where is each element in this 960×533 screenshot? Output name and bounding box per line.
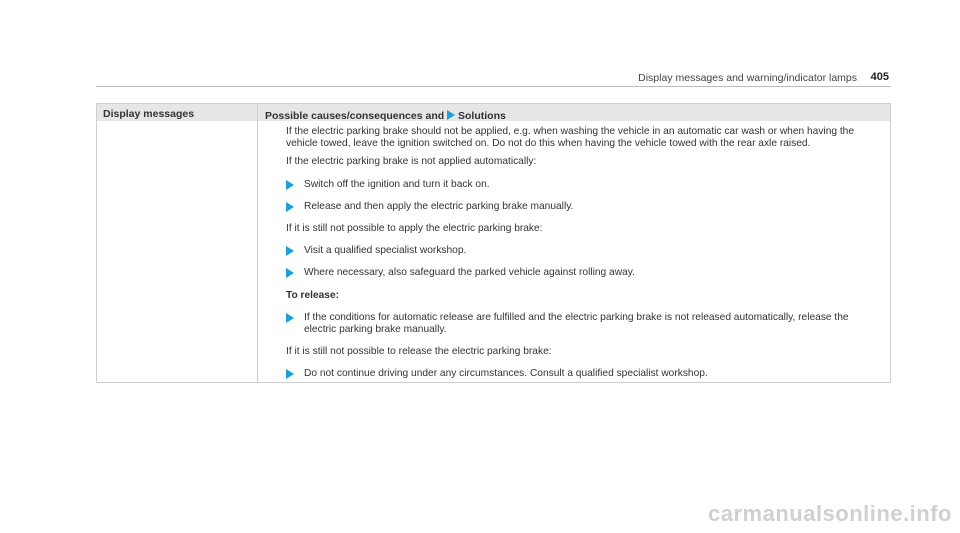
step-release-manually bbox=[286, 312, 871, 336]
step-safeguard-vehicle bbox=[286, 267, 871, 279]
arrow-right-icon bbox=[286, 202, 294, 212]
arrow-right-icon bbox=[286, 369, 294, 379]
arrow-right-icon bbox=[286, 268, 294, 278]
header-title: Display messages and warning/indicator lamps bbox=[638, 72, 857, 84]
solutions-cell bbox=[286, 126, 871, 381]
column-header-solutions-text: Solutions bbox=[458, 110, 506, 122]
column-divider bbox=[257, 104, 258, 382]
step-switch-ignition bbox=[286, 179, 871, 191]
arrow-right-icon bbox=[286, 180, 294, 190]
watermark: carmanualsonline.info bbox=[708, 501, 952, 526]
paragraph-wash-tow: If the electric parking brake should not be applied, e.g. when washing the vehicle in an automatic car wash or when having the vehicle towed, leave the ignition switched on. Do not do this when having the vehicle towed with the rear axle raised. bbox=[286, 126, 855, 150]
step-text: Do not continue driving under any circumstances. Consult a qualified specialist workshop. bbox=[304, 368, 708, 380]
paragraph-not-applied: If the electric parking brake is not applied automatically: bbox=[286, 156, 537, 168]
page-header bbox=[96, 60, 891, 87]
release-heading: To release: bbox=[286, 289, 340, 301]
step-text: Switch off the ignition and turn it back on. bbox=[304, 178, 490, 190]
table-header-row bbox=[97, 104, 890, 121]
arrow-right-icon bbox=[286, 313, 294, 323]
page-number: 405 bbox=[870, 71, 889, 83]
arrow-right-icon bbox=[447, 110, 455, 120]
step-text: Visit a qualified specialist workshop. bbox=[304, 245, 467, 257]
step-text: Release and then apply the electric parking brake manually. bbox=[304, 200, 574, 212]
column-header-causes-text: Possible causes/consequences and bbox=[265, 110, 445, 122]
messages-table bbox=[96, 103, 891, 383]
arrow-right-icon bbox=[286, 246, 294, 256]
paragraph-still-not-apply: If it is still not possible to apply the electric parking brake: bbox=[286, 223, 543, 235]
column-header-causes-solutions bbox=[265, 110, 506, 122]
paragraph-still-not-release: If it is still not possible to release the electric parking brake: bbox=[286, 346, 552, 358]
step-text: If the conditions for automatic release are fulfilled and the electric parking brake is not released automatically, release the electric parking brake manually. bbox=[304, 311, 849, 336]
step-release-apply bbox=[286, 201, 871, 213]
step-text: Where necessary, also safeguard the parked vehicle against rolling away. bbox=[304, 267, 635, 279]
step-visit-workshop bbox=[286, 245, 871, 257]
step-do-not-drive bbox=[286, 368, 871, 380]
column-header-display-messages: Display messages bbox=[103, 108, 195, 120]
